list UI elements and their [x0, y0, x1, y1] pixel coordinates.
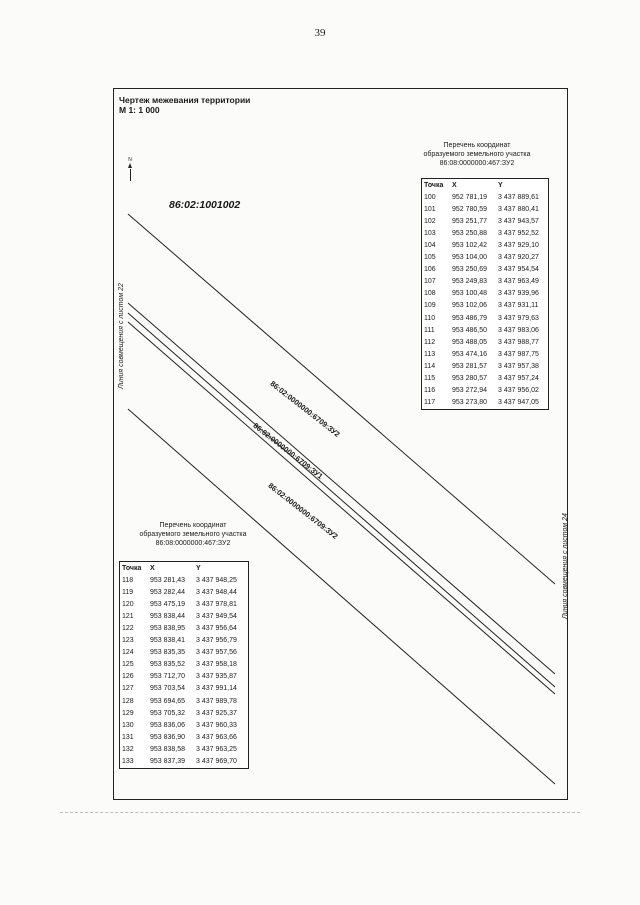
cell-x: 953 486,50: [452, 326, 488, 334]
cell-x: 953 282,44: [150, 588, 186, 596]
table-row: [422, 300, 549, 312]
page-bottom-rule: [60, 812, 580, 813]
cell-y: 3 437 920,27: [498, 254, 539, 262]
cell-x: 953 273,80: [452, 399, 488, 407]
cell-point: 129: [122, 709, 134, 717]
cell-point: 116: [424, 387, 436, 395]
cell-y: 3 437 949,54: [196, 612, 237, 620]
coord-table-top-body: [422, 191, 549, 409]
cell-point: 111: [424, 326, 435, 334]
cell-x: 953 835,35: [150, 649, 186, 657]
cell-y: 3 437 956,79: [196, 637, 237, 645]
cell-x: 953 703,54: [150, 685, 186, 693]
cell-y: 3 437 987,75: [498, 350, 539, 358]
cell-point: 103: [424, 229, 436, 237]
cell-x: 953 838,41: [150, 637, 186, 645]
table-row: [422, 336, 549, 348]
cell-y: 3 437 978,81: [196, 600, 237, 608]
cell-y: 3 437 956,02: [498, 387, 539, 395]
north-letter: N: [128, 157, 132, 163]
table-row: [120, 635, 249, 647]
cell-point: 117: [424, 399, 436, 407]
table-header-row: [120, 562, 249, 575]
cell-y: 3 437 948,44: [196, 588, 237, 596]
cell-point: 106: [424, 266, 436, 274]
cell-y: 3 437 939,96: [498, 290, 539, 298]
cell-y: 3 437 889,61: [498, 193, 539, 201]
cell-x: 953 836,90: [150, 733, 186, 741]
cell-x: 953 250,69: [452, 266, 488, 274]
cell-point: 123: [122, 637, 134, 645]
table-row: [422, 385, 549, 397]
header-x: X: [150, 564, 155, 572]
cell-x: 953 251,77: [452, 217, 488, 225]
cell-point: 100: [424, 193, 436, 201]
coord-caption-bottom: Перечень координат образуемого земельного участка 86:08:0000000:467:ЗУ2: [139, 522, 247, 547]
coord-table-bottom-body: [120, 574, 249, 768]
cell-x: 953 694,65: [150, 697, 186, 705]
cell-y: 3 437 880,41: [498, 205, 539, 213]
parcel-code: 86:02:1001002: [169, 199, 241, 211]
cell-y: 3 437 935,87: [196, 673, 237, 681]
cell-point: 119: [122, 588, 134, 596]
cell-x: 953 249,83: [452, 278, 488, 286]
table-row: [120, 719, 249, 731]
cell-y: 3 437 925,37: [196, 709, 237, 717]
table-row: [120, 683, 249, 695]
cell-point: 130: [122, 721, 134, 729]
table-row: [422, 312, 549, 324]
table-row: [422, 276, 549, 288]
table-row: [422, 215, 549, 227]
cell-point: 118: [122, 576, 134, 584]
table-row: [422, 252, 549, 264]
table-row: [120, 610, 249, 622]
cell-y: 3 437 979,63: [498, 314, 539, 322]
cell-y: 3 437 963,49: [498, 278, 539, 286]
table-row: [120, 743, 249, 755]
coord-table-top: [421, 178, 549, 410]
table-row: [120, 695, 249, 707]
cell-point: 127: [122, 685, 134, 693]
cell-x: 953 836,06: [150, 721, 186, 729]
cell-x: 953 102,42: [452, 242, 488, 250]
cell-y: 3 437 983,06: [498, 326, 539, 334]
cell-x: 953 835,52: [150, 661, 186, 669]
cell-y: 3 437 957,56: [196, 649, 237, 657]
table-row: [422, 203, 549, 215]
cell-x: 953 488,05: [452, 338, 488, 346]
cell-y: 3 437 956,64: [196, 625, 237, 633]
coord-caption-top: Перечень координат образуемого земельного участка 86:08:0000000:467:ЗУ2: [423, 142, 531, 167]
cell-y: 3 437 948,25: [196, 576, 237, 584]
table-row: [120, 598, 249, 610]
cell-point: 126: [122, 673, 134, 681]
table-row: [120, 731, 249, 743]
table-row: [422, 288, 549, 300]
cell-x: 953 838,44: [150, 612, 186, 620]
cell-point: 107: [424, 278, 436, 286]
table-row: [422, 373, 549, 385]
cell-point: 114: [424, 362, 436, 370]
table-row: [422, 264, 549, 276]
table-row: [422, 360, 549, 372]
cell-point: 108: [424, 290, 436, 298]
cell-y: 3 437 958,18: [196, 661, 237, 669]
side-label-left: Линия совмещения с листом 22: [118, 283, 125, 389]
cell-y: 3 437 952,52: [498, 229, 539, 237]
table-row: [120, 586, 249, 598]
cell-x: 953 838,58: [150, 745, 186, 753]
cell-y: 3 437 991,14: [196, 685, 237, 693]
cell-y: 3 437 931,11: [498, 302, 539, 310]
diagonal-label-3: 86:02:0000000:6709:ЗУ2: [266, 481, 340, 541]
cell-point: 125: [122, 661, 134, 669]
table-row: [120, 756, 249, 769]
cell-y: 3 437 943,57: [498, 217, 539, 225]
table-row: [120, 647, 249, 659]
cell-y: 3 437 989,78: [196, 697, 237, 705]
cell-x: 952 781,19: [452, 193, 488, 201]
cell-x: 953 102,06: [452, 302, 488, 310]
table-row: [120, 622, 249, 634]
table-row: [422, 324, 549, 336]
cell-point: 121: [122, 612, 134, 620]
table-row: [422, 191, 549, 203]
cell-point: 104: [424, 242, 436, 250]
table-row: [120, 574, 249, 586]
cell-point: 120: [122, 600, 134, 608]
cell-x: 953 280,57: [452, 375, 488, 383]
cell-point: 128: [122, 697, 134, 705]
table-header-row: [422, 179, 549, 192]
cell-point: 102: [424, 217, 436, 225]
cell-point: 105: [424, 254, 436, 262]
cell-point: 112: [424, 338, 436, 346]
header-y: Y: [498, 181, 503, 189]
cell-point: 113: [424, 350, 436, 358]
cell-y: 3 437 960,33: [196, 721, 237, 729]
cell-x: 953 705,32: [150, 709, 186, 717]
header-y: Y: [196, 564, 201, 572]
cell-point: 132: [122, 745, 134, 753]
cell-x: 953 712,70: [150, 673, 186, 681]
drawing-frame: [113, 88, 568, 800]
cell-y: 3 437 954,54: [498, 266, 539, 274]
cell-x: 953 281,43: [150, 576, 186, 584]
diagonal-label-1: 86:02:0000000:6709:ЗУ2: [268, 379, 342, 439]
header-x: X: [452, 181, 457, 189]
table-row: [422, 239, 549, 251]
cell-y: 3 437 963,25: [196, 745, 237, 753]
cell-point: 122: [122, 625, 134, 633]
cell-point: 101: [424, 205, 436, 213]
cell-x: 953 486,79: [452, 314, 488, 322]
table-row: [422, 397, 549, 410]
cell-x: 953 838,95: [150, 625, 186, 633]
table-row: [422, 348, 549, 360]
cell-x: 953 104,00: [452, 254, 488, 262]
cell-y: 3 437 963,66: [196, 733, 237, 741]
cell-y: 3 437 988,77: [498, 338, 539, 346]
cell-point: 115: [424, 375, 436, 383]
coord-table-bottom: [119, 561, 249, 769]
cell-x: 953 475,19: [150, 600, 186, 608]
cell-x: 953 250,88: [452, 229, 488, 237]
cell-y: 3 437 969,70: [196, 758, 237, 766]
page-number: 39: [314, 27, 326, 39]
cell-x: 953 837,39: [150, 758, 186, 766]
cell-y: 3 437 947,05: [498, 399, 539, 407]
header-point: Точка: [122, 564, 142, 572]
cell-point: 109: [424, 302, 436, 310]
table-row: [120, 659, 249, 671]
cell-x: 952 780,59: [452, 205, 488, 213]
cell-y: 3 437 929,10: [498, 242, 539, 250]
cell-point: 124: [122, 649, 134, 657]
drawing-title: Чертеж межевания территории М 1: 1 000: [119, 95, 251, 115]
cell-point: 133: [122, 758, 134, 766]
diagonal-label-2: 86:02:0000000:6709:ЗУ1: [251, 421, 325, 481]
cell-x: 953 100,48: [452, 290, 488, 298]
cell-point: 131: [122, 733, 134, 741]
cell-y: 3 437 957,38: [498, 362, 539, 370]
table-row: [120, 671, 249, 683]
cell-x: 953 272,94: [452, 387, 488, 395]
cell-x: 953 474,16: [452, 350, 488, 358]
cell-point: 110: [424, 314, 436, 322]
table-row: [120, 707, 249, 719]
side-label-right: Линия совмещения с листом 24: [562, 513, 569, 619]
table-row: [422, 227, 549, 239]
header-point: Точка: [424, 181, 444, 189]
cell-x: 953 281,57: [452, 362, 488, 370]
cell-y: 3 437 957,24: [498, 375, 539, 383]
